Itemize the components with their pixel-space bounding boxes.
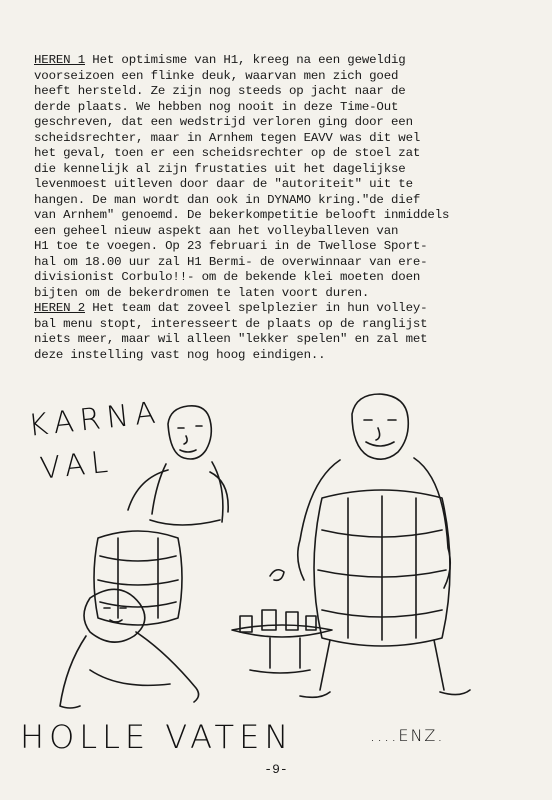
text-line: het geval, toen er een scheidsrechter op de stoel zat — [34, 146, 421, 160]
right-man-figure — [298, 394, 451, 588]
page-number: -9- — [264, 762, 288, 777]
text-line: voorseizoen een flinke deuk, waarvan men zich goed — [34, 68, 399, 83]
section-heading-heren-2: HEREN 2 — [34, 301, 85, 315]
text-line: levenmoest uitleven door daar de "autoriteit" uit te — [34, 177, 413, 191]
text-line: divisionist Corbulo!!- om de bekende klei moeten doen — [34, 270, 421, 284]
text-line: deze instelling vast nog hoog eindigen.. — [34, 347, 326, 362]
section-heading-heren-1: HEREN 1 — [34, 53, 85, 67]
text-line: niets meer, maar wil alleen "lekker spelen" en zal met — [34, 332, 428, 346]
text-line: heeft hersteld. Ze zijn nog steeds op jacht naar de — [34, 84, 406, 98]
text-line: H1 toe te voegen. Op 23 februari in de Twellose Sport- — [34, 239, 428, 253]
text-line: scheidsrechter, maar in Arnhem tegen EAVV was dit wel — [34, 130, 421, 145]
text-line: geschreven, dat een wedstrijd verloren ging door een — [34, 115, 413, 129]
text-line: hangen. De man wordt dan ook in DYNAMO kring."de dief — [34, 192, 421, 207]
caption-enz: ....ENZ. — [370, 726, 445, 745]
text-line: hal om 18.00 uur zal H1 Bermi- de overwinnaar van ere- — [34, 254, 428, 269]
text-line: bal menu stopt, interesseert de plaats op de ranglijst — [34, 316, 428, 331]
caption-karna: KARNA — [26, 395, 163, 444]
text-line: HEREN 1 Het optimisme van H1, kreeg na een geweldig — [34, 53, 406, 67]
text-line: die kennelijk al zijn frustaties uit het dagelijkse — [34, 161, 406, 176]
left-barrel — [94, 531, 182, 625]
table-with-cups — [232, 570, 332, 673]
article-text — [34, 53, 534, 363]
caption-holle-vaten: HOLLE VATEN — [20, 718, 294, 756]
text-line: derde plaats. We hebben nog nooit in deze Time-Out — [34, 99, 399, 114]
caption-val: VAL — [38, 444, 116, 487]
text-line: bijten om de bekerdromen te laten voort duren. — [34, 285, 370, 300]
text-line: HEREN 2 Het team dat zoveel spelplezier in hun volley- — [34, 301, 428, 315]
text-line: een geheel nieuw aspekt aan het volleyballeven van — [34, 223, 399, 238]
text-line: van Arnhem" genoemd. De bekerkompetitie belooft inmiddels — [34, 208, 450, 222]
